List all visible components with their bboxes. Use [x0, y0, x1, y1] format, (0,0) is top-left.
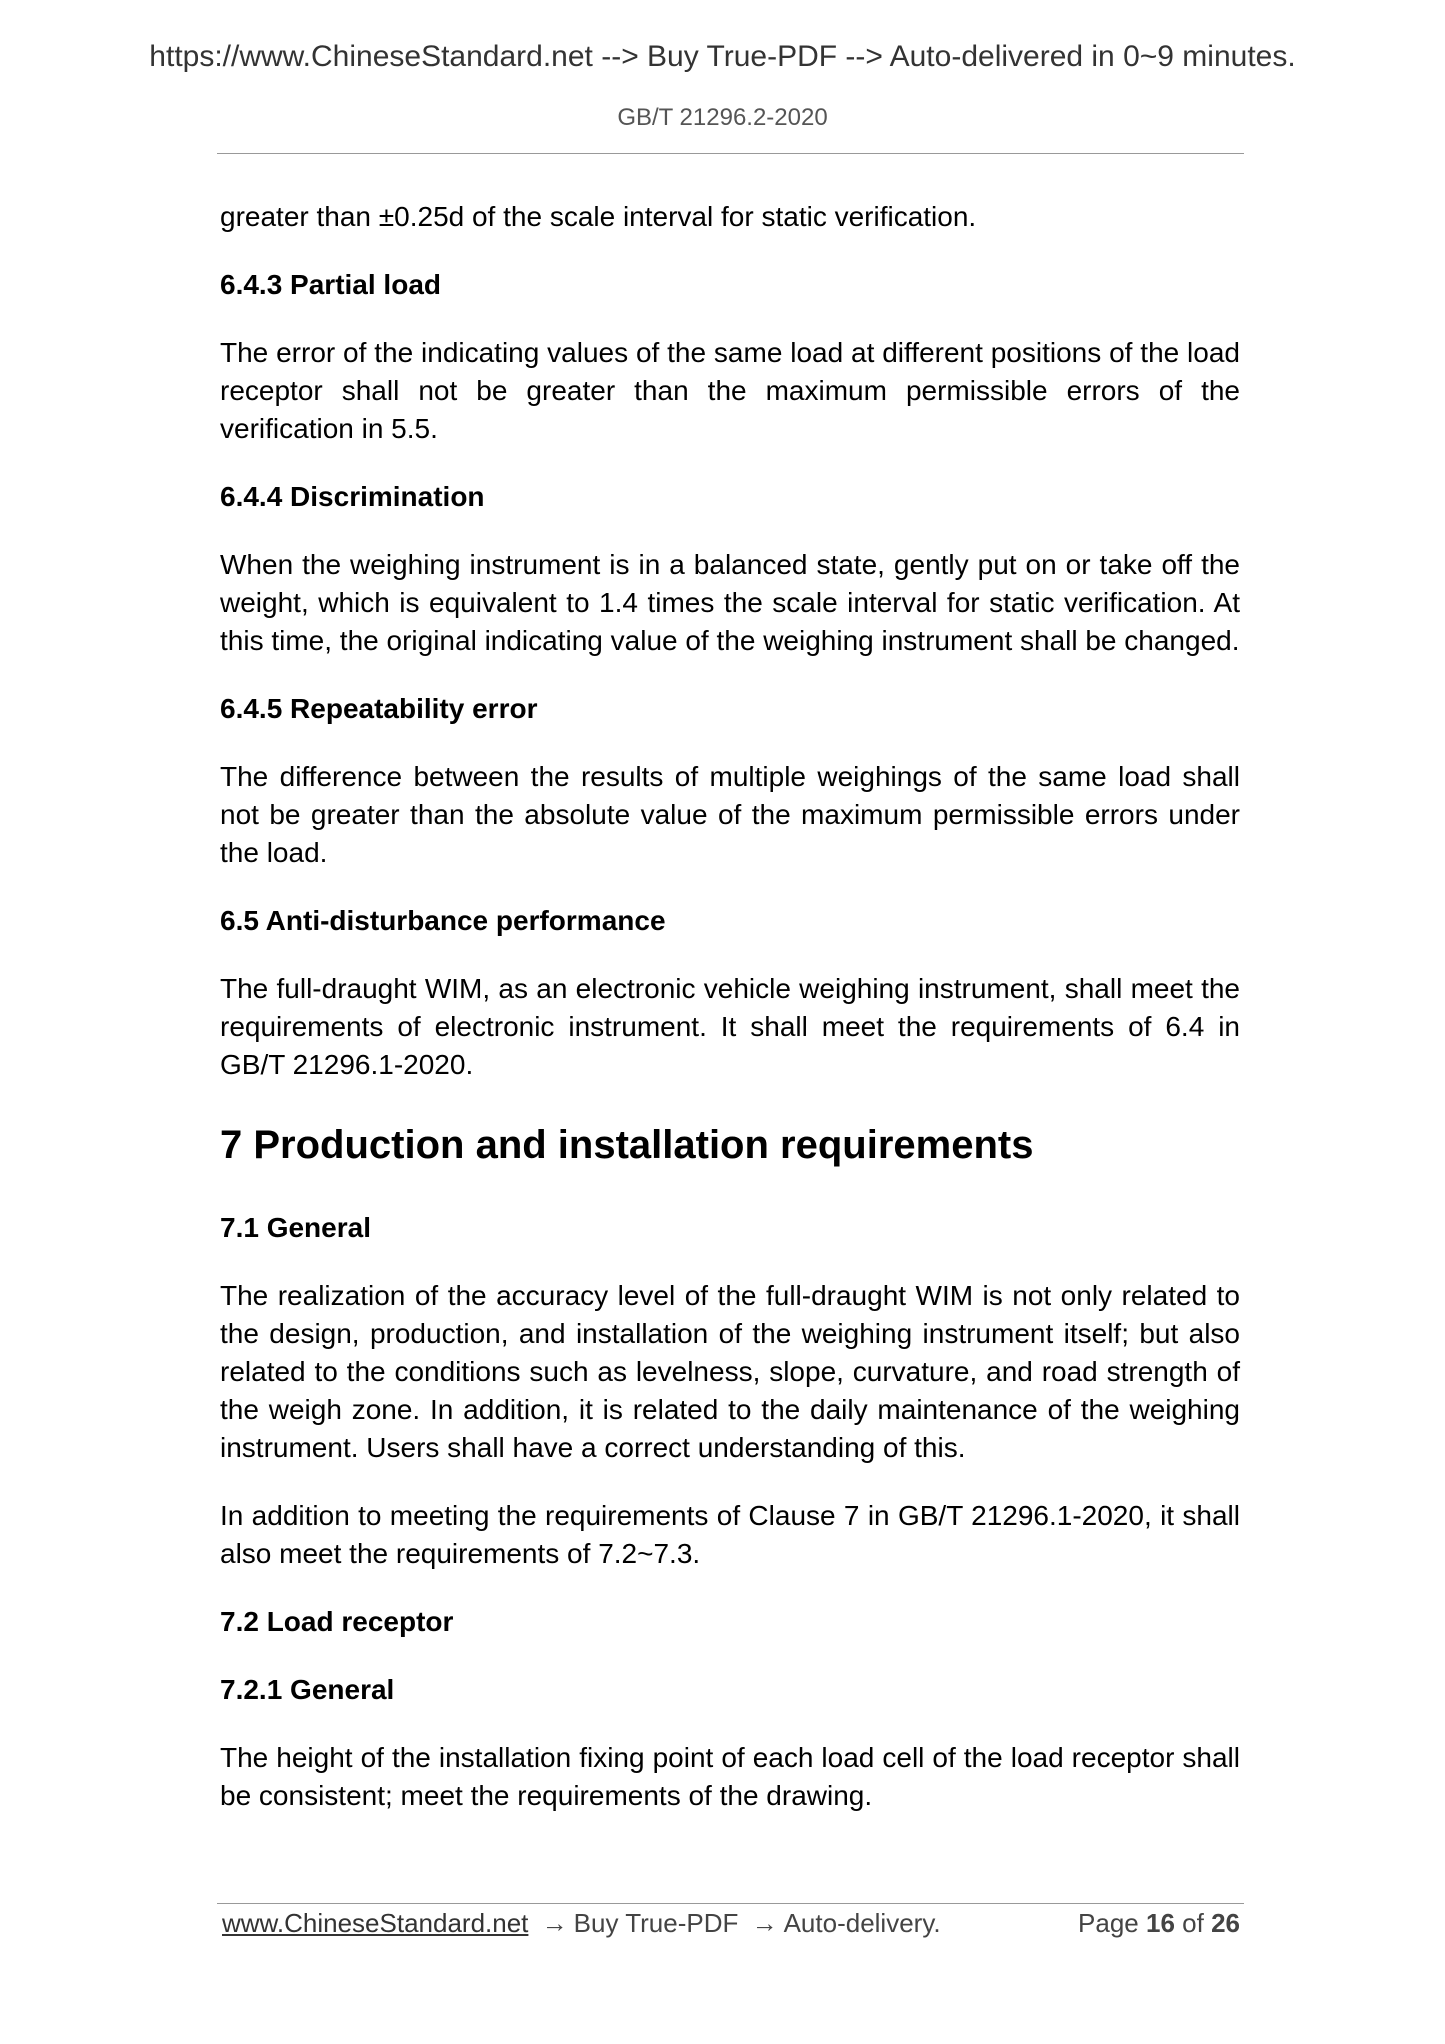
- continued-paragraph: greater than ±0.25d of the scale interval for static verification.: [220, 201, 977, 232]
- total-pages: 26: [1211, 1908, 1240, 1938]
- heading-7-2-1: 7.2.1 General: [220, 1674, 395, 1705]
- page-body: [220, 198, 1240, 1815]
- source-banner: https://www.ChineseStandard.net --> Buy True-PDF --> Auto-delivered in 0~9 minutes.: [149, 40, 1296, 73]
- auto-delivery-text: Auto-delivery.: [783, 1908, 941, 1938]
- paragraph-7-1-b: In addition to meeting the requirements of Clause 7 in GB/T 21296.1-2020, it shall also meet the requirements of 7.2~7.3.: [220, 1500, 1240, 1569]
- page-label: Page: [1078, 1908, 1139, 1938]
- paragraph-6-4-4: When the weighing instrument is in a balanced state, gently put on or take off the weight, which is equivalent to 1.4 times the scale interval for static verification. At this time, the original indicating value of the weighing instrument shall be changed.: [220, 549, 1240, 656]
- site-link[interactable]: www.ChineseStandard.net: [222, 1908, 529, 1938]
- of-label: of: [1182, 1908, 1204, 1938]
- document-code: GB/T 21296.2-2020: [617, 104, 828, 131]
- heading-6-4-4: 6.4.4 Discrimination: [220, 481, 485, 512]
- header-divider: [217, 153, 1244, 154]
- paragraph-6-4-3: The error of the indicating values of the same load at different positions of the load receptor shall not be greater than the maximum permissible errors of the verification in 5.5.: [220, 337, 1240, 444]
- buy-pdf-text: Buy True-PDF: [573, 1908, 739, 1938]
- footer-divider: [217, 1903, 1244, 1904]
- paragraph-7-1-a: The realization of the accuracy level of the full-draught WIM is not only related to the design, production, and installation of the weighing instrument itself; but also related to the conditions such as levelness, slope, curvature, and road strength of the weigh zone. In addition, it is related to the daily maintenance of the weighing instrument. Users shall have a correct understanding of this.: [220, 1280, 1240, 1463]
- page-footer: [222, 1908, 1240, 1948]
- arrow-right-icon: →: [751, 1908, 778, 1938]
- paragraph-6-4-5: The difference between the results of multiple weighings of the same load shall not be greater than the absolute value of the maximum permissible errors under the load.: [220, 761, 1240, 868]
- arrow-right-icon: →: [541, 1908, 568, 1938]
- heading-7-1: 7.1 General: [220, 1212, 371, 1243]
- paragraph-7-2-1: The height of the installation fixing point of each load cell of the load receptor shall be consistent; meet the requirements of the drawing.: [220, 1742, 1240, 1811]
- heading-6-4-3: 6.4.3 Partial load: [220, 269, 441, 300]
- page-number: [1078, 1908, 1240, 1939]
- current-page: 16: [1146, 1908, 1175, 1938]
- heading-6-5: 6.5 Anti-disturbance performance: [220, 905, 666, 936]
- footer-links: [222, 1908, 941, 1939]
- heading-6-4-5: 6.4.5 Repeatability error: [220, 693, 538, 724]
- heading-7-2: 7.2 Load receptor: [220, 1606, 454, 1637]
- heading-7: 7 Production and installation requirements: [220, 1123, 1034, 1167]
- paragraph-6-5: The full-draught WIM, as an electronic vehicle weighing instrument, shall meet the requirements of electronic instrument. It shall meet the requirements of 6.4 in GB/T 21296.1-2020.: [220, 973, 1240, 1080]
